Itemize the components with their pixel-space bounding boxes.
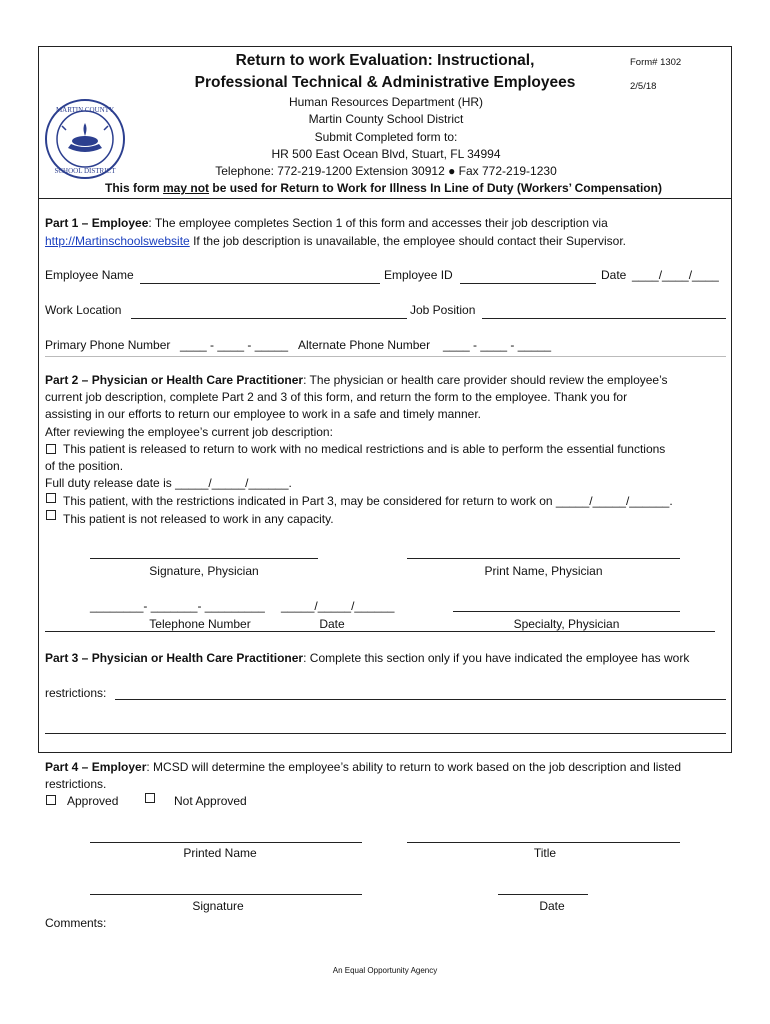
physician-phone-label: Telephone Number	[149, 617, 251, 631]
physician-signature-label: Signature, Physician	[149, 564, 259, 578]
employer-date-label: Date	[539, 899, 565, 913]
part4-intro-line2: restrictions.	[45, 777, 107, 791]
physician-specialty-field[interactable]	[453, 611, 680, 612]
physician-print-name-label: Print Name, Physician	[484, 564, 603, 578]
alternate-phone-label: Alternate Phone Number	[298, 338, 431, 352]
approved-checkbox[interactable]	[46, 795, 56, 805]
employee-id-field[interactable]	[460, 283, 596, 284]
part2-intro-line3: assisting in our efforts to return our employee to work in a safe and timely manner.	[45, 407, 481, 421]
work-location-label: Work Location	[45, 303, 122, 317]
physician-specialty-label: Specialty, Physician	[513, 617, 620, 631]
employer-signature-field[interactable]	[90, 894, 362, 895]
svg-text:SCHOOL DISTRICT: SCHOOL DISTRICT	[54, 167, 116, 175]
form-revision-date: 2/5/18	[630, 81, 657, 92]
restrictions-field-line1[interactable]	[115, 699, 726, 700]
part2-intro: Part 2 – Physician or Health Care Practitioner: The physician or health care provider should review the employee’s	[45, 373, 668, 387]
job-position-field[interactable]	[482, 318, 726, 319]
district-name: Martin County School District	[308, 112, 464, 126]
after-review-label: After reviewing the employee’s current job description:	[45, 425, 333, 439]
employer-title-field[interactable]	[407, 842, 680, 843]
employee-name-field[interactable]	[140, 283, 380, 284]
physician-print-name-field[interactable]	[407, 558, 680, 559]
restrictions-label: restrictions:	[45, 686, 107, 700]
job-description-link[interactable]: http://Martinschoolswebsite	[45, 234, 190, 248]
approved-label: Approved	[67, 794, 119, 808]
part1-intro-2: http://Martinschoolswebsite If the job description is unavailable, the employee should contact their Supervisor.	[45, 234, 626, 248]
workers-comp-warning: This form may not be used for Return to Work for Illness In Line of Duty (Workers’ Compensation)	[105, 181, 662, 195]
printed-name-field[interactable]	[90, 842, 362, 843]
part2-bottom-rule	[45, 631, 715, 632]
work-location-field[interactable]	[131, 318, 407, 319]
restricted-return-label: This patient, with the restrictions indicated in Part 3, may be considered for return to work on _____/_____/______.	[63, 494, 673, 508]
printed-name-label: Printed Name	[183, 846, 257, 860]
district-seal-icon	[44, 98, 126, 180]
not-approved-checkbox[interactable]	[145, 793, 155, 803]
form-number: Form# 1302	[630, 57, 682, 68]
released-no-restrictions-label: This patient is released to return to work with no medical restrictions and is able to perform the essential functions	[63, 442, 666, 456]
employer-title-label: Title	[533, 846, 557, 860]
form-title-line2: Professional Technical & Administrative Employees	[194, 74, 576, 91]
alternate-phone-field[interactable]: ____ - ____ - _____	[443, 338, 552, 352]
hr-contact: Telephone: 772-219-1200 Extension 30912 ● Fax 772-219-1230	[215, 164, 557, 178]
not-released-checkbox[interactable]	[46, 510, 56, 520]
part2-intro-line2: current job description, complete Part 2 and 3 of this form, and return the form to the employee. Thank you for	[45, 390, 628, 404]
physician-date-label: Date	[319, 617, 345, 631]
not-approved-label: Not Approved	[174, 794, 247, 808]
employee-name-label: Employee Name	[45, 268, 134, 282]
hr-department: Human Resources Department (HR)	[288, 95, 484, 109]
physician-signature-field[interactable]	[90, 558, 318, 559]
released-no-restrictions-checkbox[interactable]	[46, 444, 56, 454]
submit-to: Submit Completed form to:	[314, 130, 458, 144]
hr-address: HR 500 East Ocean Blvd, Stuart, FL 34994	[271, 147, 501, 161]
employee-date-field[interactable]: ____/____/____	[632, 268, 719, 282]
job-position-label: Job Position	[410, 303, 476, 317]
svg-text:MARTIN COUNTY: MARTIN COUNTY	[55, 106, 115, 114]
physician-phone-field[interactable]: ________- _______- _________	[90, 599, 265, 613]
part4-intro: Part 4 – Employer: MCSD will determine the employee’s ability to return to work based on the job description and listed	[45, 760, 682, 774]
form-title-line1: Return to work Evaluation: Instructional,	[235, 52, 535, 69]
not-released-label: This patient is not released to work in any capacity.	[63, 512, 334, 526]
restricted-return-checkbox[interactable]	[46, 493, 56, 503]
employer-signature-label: Signature	[192, 899, 244, 913]
released-no-restrictions-label-2: of the position.	[45, 459, 124, 473]
full-duty-release-date[interactable]: Full duty release date is _____/_____/______.	[45, 476, 292, 490]
primary-phone-field[interactable]: ____ - ____ - _____	[180, 338, 289, 352]
employee-id-label: Employee ID	[384, 268, 453, 282]
primary-phone-label: Primary Phone Number	[45, 338, 171, 352]
restrictions-field-line2[interactable]	[45, 733, 726, 734]
part1-intro: Part 1 – Employee: The employee completes Section 1 of this form and accesses their job description via	[45, 216, 608, 230]
part1-divider	[45, 356, 726, 357]
physician-date-field[interactable]: _____/_____/______	[281, 599, 395, 613]
date-label: Date	[601, 268, 627, 282]
part3-intro: Part 3 – Physician or Health Care Practitioner: Complete this section only if you have indicated the employee has work	[45, 651, 690, 665]
comments-label: Comments:	[45, 916, 107, 930]
employer-date-field[interactable]	[498, 894, 588, 895]
footer-equal-opportunity: An Equal Opportunity Agency	[332, 966, 438, 975]
